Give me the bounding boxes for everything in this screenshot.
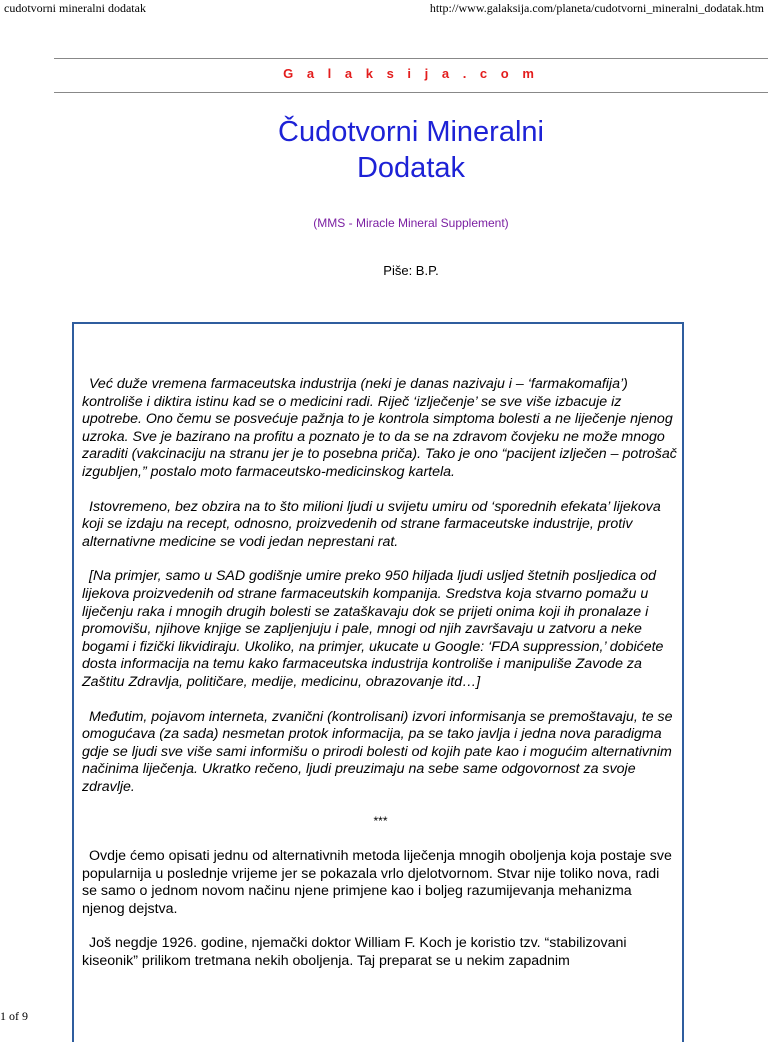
section-separator: ***: [372, 814, 387, 829]
site-name[interactable]: G a l a k s i j a . c o m: [283, 66, 539, 81]
top-divider: [54, 58, 768, 59]
article-title-line-2: Dodatak: [356, 152, 465, 184]
paragraph: Još negdje 1926. godine, njemački doktor William F. Koch je koristio tzv. “stabilizovani kiseonik” prilikom tretmana nekih oboljenja. Taj preparat se u nekim zapadnim: [82, 935, 627, 970]
print-header: [0, 0, 768, 16]
paragraph: Ovdje ćemo opisati jednu od alternativnih metoda liječenja mnogih oboljenja koja postaje sve popularnija u poslednje vrijeme jer se pokazala vrlo djelotvornom. Stvar nije toliko nova, radi se samo o jednom novom načinu njene primjene kao i boljeg razumijevanja mehanizma njenog dejstva.: [82, 848, 672, 917]
paragraph: Istovremeno, bez obzira na to što milioni ljudi u svijetu umiru od ‘sporednih efekata’ lijekova koji se izdaju na recept, odnosno, proizvedenih od strane farmaceutske industrije, protiv alternativne medicine se vodi jedan neprestani rat.: [82, 498, 661, 550]
bottom-divider: [54, 92, 768, 93]
article-subtitle: (MMS - Miracle Mineral Supplement): [313, 216, 509, 230]
paragraph: [Na primjer, samo u SAD godišnje umire preko 950 hiljada ljudi usljed štetnih posljedica od lijekova proizvedenih od strane farmaceutskih kompanija. Sredstva koja stvarno pomažu u liječenju raka i mnogih drugih bolesti se zataškavaju dok se prijeti onima koji ih pronalaze i promovišu, njihove knjige se zapljenjuju i pale, mnogi od njih završavaju u zatvoru a neke bogami i fizički likvidiraju. Ukoliko, na primjer, ukucate u Google: ‘FDA suppression,’ dobićete dosta informacija na temu kako farmaceutska industrija kontroliše i manipuliše Zavode za Zaštitu Zdravlja, političare, medije, medicinu, obrazovanje itd…]: [82, 568, 664, 690]
print-header-url[interactable]: http://www.galaksija.com/planeta/cudotvorni_mineralni_dodatak.htm: [429, 1, 764, 15]
article-title-line-1: Čudotvorni Mineralni: [278, 116, 544, 148]
article-body: [82, 376, 678, 988]
page-indicator: 1 of 9: [0, 1009, 28, 1023]
article-author: Piše: B.P.: [383, 263, 439, 278]
article-title: [54, 114, 768, 186]
paragraph: Već duže vremena farmaceutska industrija (neki je danas nazivaju i – ‘farmakomafija’) kontroliše i diktira istinu kad se o medicini radi. Riječ ‘izlječenje’ se sve više izbacuje iz upotrebe. Ono čemu se posvećuje pažnja to je kontrola simptoma bolesti a ne liječenje njenog uzroka. Sve je bazirano na profitu a poznato je to da se na zdravom čovjeku ne može mnogo zaraditi (vakcinaciju na stranu jer je to posebna priča). Tako je ono “pacijent izlječen – potrošač izgubljen,” postalo moto farmaceutsko-medicinskog kartela.: [82, 376, 677, 480]
paragraph: Međutim, pojavom interneta, zvanični (kontrolisani) izvori informisanja se premoštavaju, te se omogućava (za sada) nesmetan protok informacija, pa se tako javlja i jedna nova paradigma gdje se ljudi sve više sami informišu o prirodi bolesti od kojih pate kao i mogućim alternativnim načinima liječenja. Ukratko rečeno, ljudi preuzimaju na sebe same odgovornost za svoje zdravlje.: [82, 708, 673, 795]
print-header-title: cudotvorni mineralni dodatak: [4, 1, 146, 15]
